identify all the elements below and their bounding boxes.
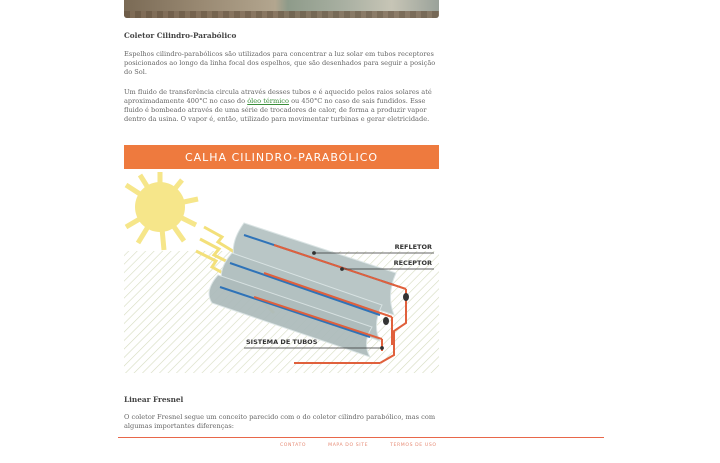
diagram-banner: CALHA CILINDRO-PARABÓLICO	[124, 145, 439, 169]
footer-divider	[118, 437, 604, 438]
top-photo	[124, 0, 439, 18]
section-title-fresnel: Linear Fresnel	[124, 395, 184, 404]
footer-link-contact[interactable]: CONTATO	[280, 443, 307, 448]
label-reflector: REFLETOR	[394, 243, 432, 251]
fresnel-paragraph-1: O coletor Fresnel segue um conceito parecido com o do coletor cilindro parabólico, mas com algumas importantes diferenças:	[124, 413, 436, 431]
paragraph-2-text-a: Um fluido de transferência circula através desses tubos e é aquecido pelos raios solares até aproximadamente 400°C no caso do	[124, 88, 432, 106]
photo-roof	[124, 11, 439, 18]
diagram-illustration	[124, 145, 439, 373]
parabolic-trough-diagram	[124, 145, 439, 373]
cylindrical-paragraph-2	[124, 88, 442, 124]
label-receiver: RECEPTOR	[393, 259, 432, 267]
footer-link-sitemap[interactable]: MAPA DO SITE	[328, 443, 369, 448]
footer-link-terms[interactable]: TERMOS DE USO	[390, 443, 437, 448]
cylindrical-paragraph-1: Espelhos cilindro-parabólicos são utilizados para concentrar a luz solar em tubos receptores posicionados ao longo da linha focal dos espelhos, que são desenhados para seguir a posição do Sol.	[124, 50, 436, 77]
label-pipe-system: SISTEMA DE TUBOS	[246, 338, 318, 346]
paragraph-2-text-b: ou 450°C no caso de sais fundidos. Esse fluido é bombeado através de uma série de trocadores de calor, de forma a produzir vapor dentro da usina. O vapor é, então, utilizado para movimentar turbinas e gerar eletricidade.	[124, 97, 430, 124]
footer-nav	[280, 443, 437, 448]
sun-icon	[126, 172, 198, 250]
section-title-cylindrical: Coletor Cilindro-Parabólico	[124, 31, 237, 40]
thermal-oil-link[interactable]: óleo térmico	[247, 97, 289, 106]
